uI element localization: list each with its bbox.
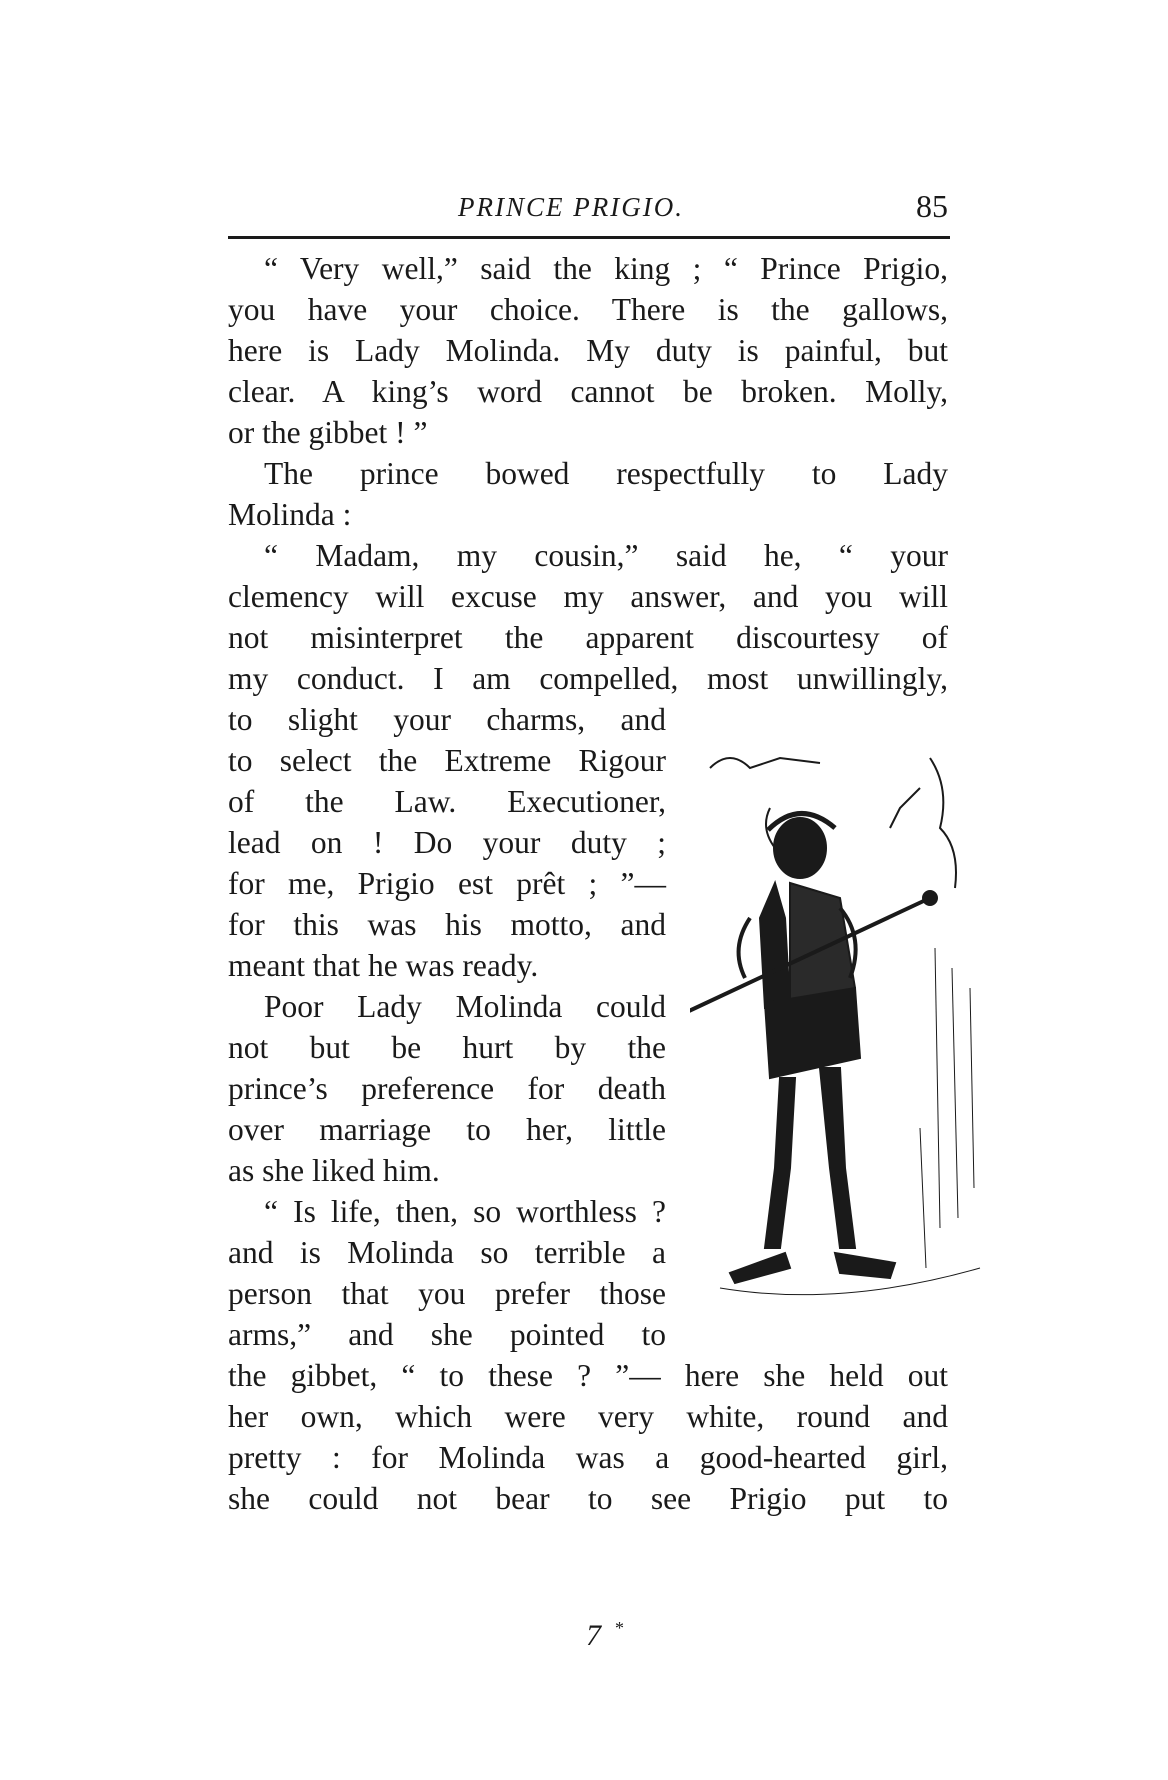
text-line: meant that he was ready. [228,948,539,983]
text-line: over marriage to her, little [228,1112,666,1147]
text-line: her own, which were very white, round and [228,1399,948,1434]
asterisk-icon: * [615,1618,624,1638]
text-line: of the Law. Executioner, [228,784,666,819]
text-line: the gibbet, “ to these ? ”— here she held out [228,1358,948,1393]
body-text-full-width-bottom [228,1355,948,1519]
text-line: “ Very well,” said the king ; “ Prince Prigio, [264,251,948,286]
text-line: or the gibbet ! ” [228,415,428,450]
text-line: clear. A king’s word cannot be broken. Molly, [228,374,948,409]
text-line: not misinterpret the apparent discourtesy of [228,620,948,655]
text-line: “ Madam, my cousin,” said he, “ your [264,538,948,573]
signature-number: 7 [586,1619,601,1652]
page-number: 85 [916,188,948,224]
text-line: she could not bear to see Prigio put to [228,1481,948,1516]
body-text-full-width-top [228,248,948,699]
body-text-beside-illustration [228,699,666,1355]
running-title: PRINCE PRIGIO. [458,192,684,222]
text-line: not but be hurt by the [228,1030,666,1065]
text-line: my conduct. I am compelled, most unwillingly, [228,661,948,696]
text-line: Molinda : [228,497,352,532]
text-line: for this was his motto, and [228,907,666,942]
prince-with-sword-illustration [690,748,1000,1368]
text-line: as she liked him. [228,1153,440,1188]
text-line: person that you prefer those [228,1276,666,1311]
illustration-svg [690,748,1000,1368]
text-line: to slight your charms, and [228,702,666,737]
header-rule [228,236,950,239]
text-line: to select the Extreme Rigour [228,743,666,778]
text-line: “ Is life, then, so worthless ? [264,1194,666,1229]
signature-mark [586,1618,624,1653]
text-line: arms,” and she pointed to [228,1317,666,1352]
text-line: pretty : for Molinda was a good-hearted girl, [228,1440,948,1475]
text-line: and is Molinda so terrible a [228,1235,666,1270]
text-line: lead on ! Do your duty ; [228,825,666,860]
text-line: The prince bowed respectfully to Lady [264,456,948,491]
text-line: you have your choice. There is the gallows, [228,292,948,327]
text-line: here is Lady Molinda. My duty is painful, but [228,333,948,368]
text-line: clemency will excuse my answer, and you will [228,579,948,614]
text-line: for me, Prigio est prêt ; ”— [228,866,666,901]
page-header [228,188,948,228]
text-line: prince’s preference for death [228,1071,666,1106]
text-line: Poor Lady Molinda could [264,989,666,1024]
